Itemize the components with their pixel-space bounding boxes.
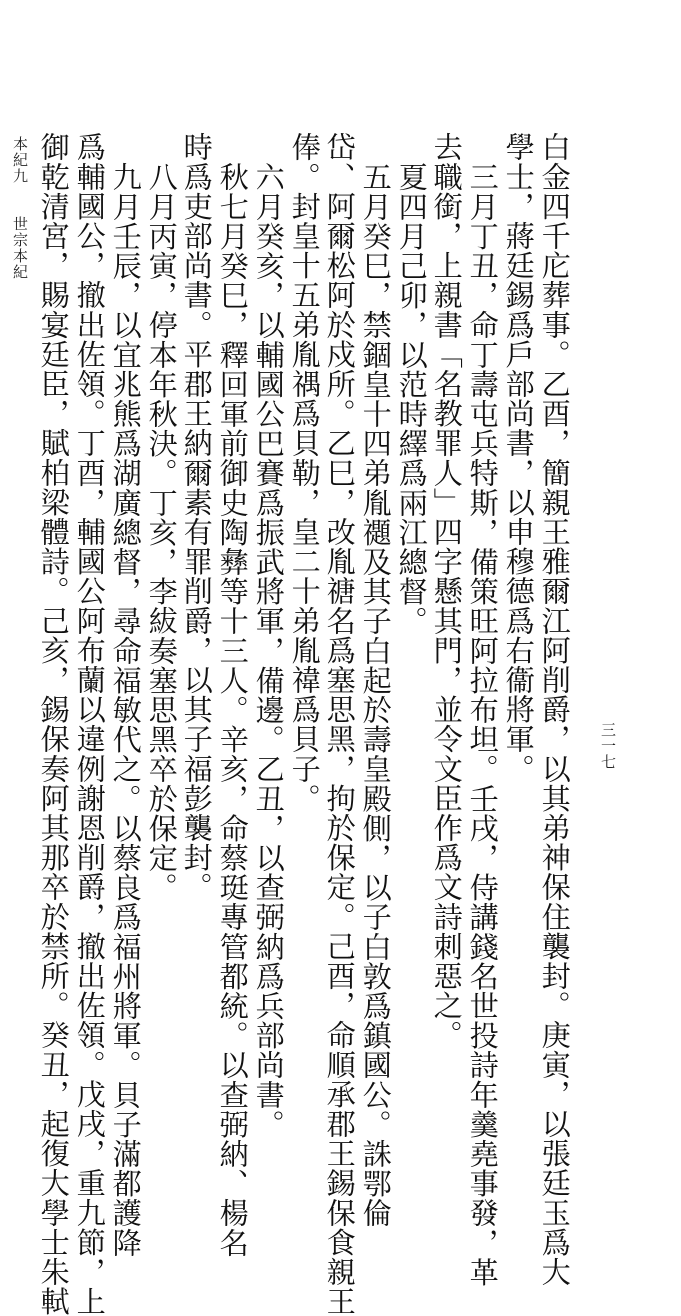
running-head: 本紀九 世宗本紀 [11,136,29,280]
text-column-12: 八月丙寅，停本年秋決。丁亥，李紱奏塞思黑卒於保定。 [144,162,179,902]
text-column-15: 御乾清宮，賜宴廷臣，賦柏梁體詩。己亥，錫保奏阿其那卒於禁所。癸丑，起復大學士朱軾 [36,132,71,1316]
text-column-6: 五月癸巳，禁錮皇十四弟胤禵及其子白起於壽皇殿側，以子白敦爲鎮國公。誅鄂倫 [358,162,393,1228]
text-column-14: 爲輔國公，撤出佐領。丁酉，輔國公阿布蘭以違例謝恩削爵，撤出佐領。戊戌，重九節，上 [72,132,107,1316]
text-column-4: 去職銜，上親書「名教罪人」四字懸其門，並令文臣作爲文詩刺惡之。 [429,132,464,1050]
text-column-11: 時爲吏部尚書。平郡王納爾素有罪削爵，以其子福彭襲封。 [179,132,214,902]
text-column-8: 俸。封皇十五弟胤禑爲貝勒，皇二十弟胤禕爲貝子。 [287,132,322,813]
text-column-9: 六月癸亥，以輔國公巴賽爲振武將軍，備邊。乙丑，以查弼納爲兵部尚書。 [251,162,286,1139]
text-column-5: 夏四月己卯，以范時繹爲兩江總督。 [394,162,429,636]
text-column-10: 秋七月癸巳，釋回軍前御史陶彝等十三人。辛亥，命蔡珽專管都統。以查弼納、楊名 [215,162,250,1258]
text-column-7: 岱、阿爾松阿於戍所。乙巳，改胤禟名爲塞思黑，拘於保定。己酉，命順承郡王錫保食親王 [322,132,357,1316]
text-column-3: 三月丁丑，命丁壽屯兵特斯，備策旺阿拉布坦。壬戌，侍講錢名世投詩年羹堯事發，革 [465,162,500,1287]
page-number: 三一七 [599,722,617,770]
text-column-1: 白金四千庀葬事。乙酉，簡親王雅爾江阿削爵，以其弟神保住襲封。庚寅，以張廷玉爲大 [537,132,572,1287]
text-column-2: 學士，蔣廷錫爲戶部尚書，以申穆德爲右衞將軍。 [501,132,536,784]
text-column-13: 九月壬辰，以宜兆熊爲湖廣總督，尋命福敏代之。以蔡良爲福州將軍。貝子滿都護降 [108,162,143,1258]
